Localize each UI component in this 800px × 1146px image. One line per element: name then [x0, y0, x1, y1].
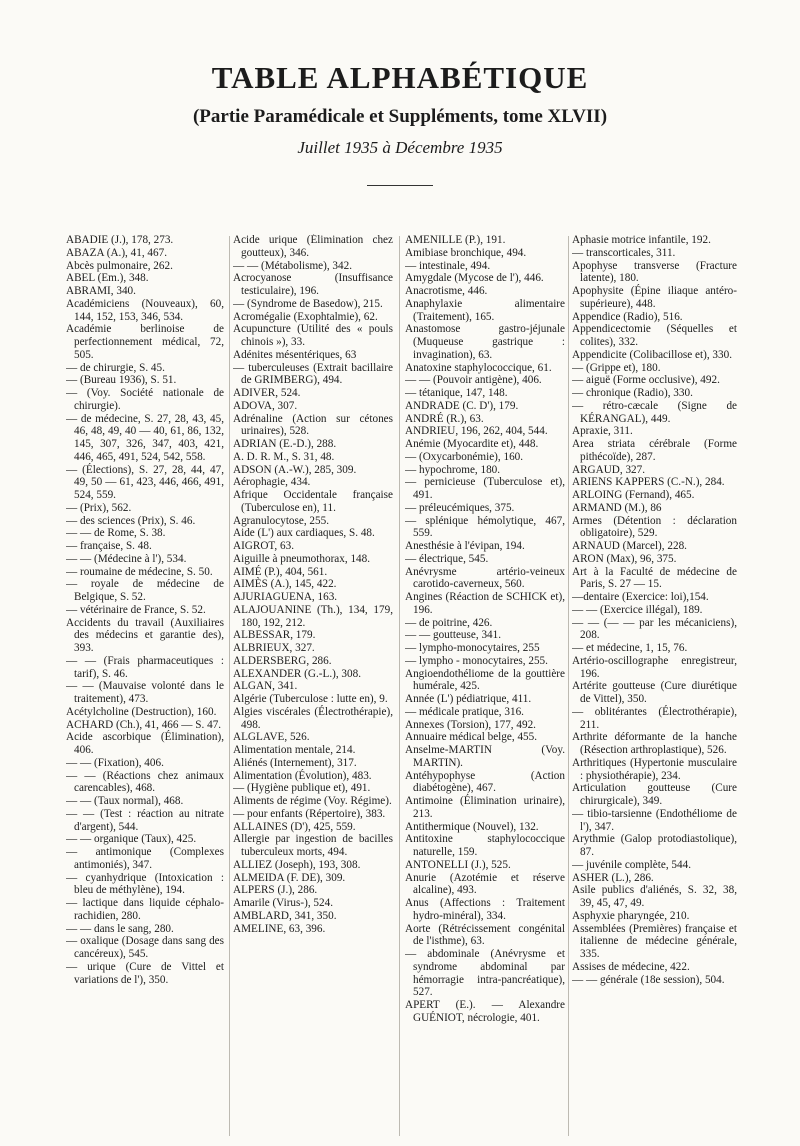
index-entry: Acromégalie (Exophtalmie), 62. — [233, 310, 378, 323]
index-entry: — lympho - monocytaires, 255. — [405, 654, 548, 667]
index-entry: Asile publics d'aliénés, S. 32, 38, 39, 45, 47, 49. — [572, 884, 737, 909]
index-entry: — hypochrome, 180. — [405, 463, 501, 476]
index-entry: Appendice (Radio), 516. — [572, 310, 683, 323]
index-entry: Antimoine (Élimination urinaire), 213. — [405, 795, 565, 820]
index-entry: — lactique dans liquide céphalo-rachidien, 280. — [66, 897, 224, 922]
index-entry: — — (Mauvaise volonté dans le traitement), 473. — [66, 680, 224, 705]
page-title: TABLE ALPHABÉTIQUE — [211, 60, 589, 95]
index-entry: — médicale pratique, 316. — [405, 705, 524, 718]
index-entry: Algies viscérales (Électrothérapie), 498. — [233, 705, 393, 731]
index-entry: Artérite goutteuse (Cure diurétique de Vittel), 350. — [572, 680, 737, 705]
index-entry: — oxalique (Dosage dans sang des cancéreux), 545. — [66, 935, 224, 960]
index-entry: — (Oxycarbonémie), 160. — [405, 450, 524, 463]
index-column-2 — [233, 234, 393, 1134]
index-entry: Amarile (Virus-), 524. — [233, 897, 333, 909]
index-entry: — intestinale, 494. — [405, 259, 491, 272]
index-entry: — — goutteuse, 341. — [405, 629, 502, 642]
index-entry: — roumaine de médecine, S. 50. — [66, 565, 213, 578]
index-entry: AIGROT, 63. — [233, 540, 295, 552]
index-entry: — — (Frais pharmaceutiques : tarif), S. 46. — [66, 654, 224, 680]
index-entry: AMBLARD, 341, 350. — [233, 909, 337, 922]
index-entry: Agranulocytose, 255. — [233, 514, 330, 527]
index-entry: ANDRIEU, 196, 262, 404, 544. — [405, 425, 548, 438]
index-entry: Assises de médecine, 422. — [572, 960, 690, 973]
index-entry: APERT (E.). — Alexandre GUÉNIOT, nécrologie, 401. — [405, 999, 565, 1024]
index-entry: Articulation goutteuse (Cure chirurgicale), 349. — [572, 782, 737, 807]
index-entry: — lympho-monocytaires, 255 — [405, 642, 540, 654]
index-entry: —dentaire (Exercice: loi),154. — [572, 591, 709, 603]
index-entry: Appendicectomie (Séquelles et colites), 332. — [572, 323, 737, 348]
index-entry: Anurie (Azotémie et réserve alcaline), 493. — [405, 871, 565, 897]
index-entry: — (Grippe et), 180. — [572, 361, 661, 374]
index-entry: ARNAUD (Marcel), 228. — [572, 540, 687, 552]
index-entry: — de chirurgie, S. 45. — [66, 361, 165, 374]
index-entry: Amibiase bronchique, 494. — [405, 246, 527, 259]
index-entry: — tuberculeuses (Extrait bacillaire de GRIMBERG), 494. — [233, 361, 393, 387]
index-entry: Académie berlinoise de perfectionnement médical, 72, 505. — [66, 323, 224, 361]
page-subtitle: (Partie Paramédicale et Suppléments, tome XLVII) — [192, 106, 608, 127]
index-entry: ALPERS (J.), 286. — [233, 884, 318, 897]
index-entry: Anus (Affections : Traitement hydro-minéral), 334. — [405, 897, 565, 922]
index-entry: Abcès pulmonaire, 262. — [66, 259, 173, 272]
index-entry: — (Prix), 562. — [66, 501, 132, 514]
index-entry: ADSON (A.-W.), 285, 309. — [233, 463, 357, 476]
index-entry: Apophyse transverse (Fracture latente), 180. — [572, 259, 737, 285]
index-entry: Antéhypophyse (Action diabétogène), 467. — [405, 769, 565, 795]
index-entry: — juvénile complète, 544. — [572, 858, 691, 871]
index-entry: ARON (Max), 96, 375. — [572, 552, 677, 565]
index-entry: ALBRIEUX, 327. — [233, 642, 315, 654]
index-entry: ALGAN, 341. — [233, 680, 298, 693]
index-entry: — — (Métabolisme), 342. — [233, 259, 353, 272]
index-entry: Anatoxine staphylococcique, 61. — [405, 361, 552, 374]
index-entry: — — (— — par les mécaniciens), 208. — [572, 616, 737, 642]
index-entry: — — (Réactions chez animaux carencables), 468. — [66, 769, 224, 795]
index-entry: ANTONELLI (J.), 525. — [405, 858, 511, 871]
index-columns — [0, 234, 800, 1134]
index-entry: — tétanique, 147, 148. — [405, 387, 508, 399]
index-entry: ALMEIDA (F. DE), 309. — [233, 871, 346, 884]
index-entry: Année (L') pédiatrique, 411. — [405, 693, 532, 705]
index-entry: Allergie par ingestion de bacilles tuberculeux morts, 494. — [233, 833, 393, 858]
index-entry: Assemblées (Premières) française et italienne de médecine générale, 335. — [572, 922, 737, 960]
index-entry: Alimentation (Évolution), 483. — [233, 769, 372, 782]
index-entry: Anaphylaxie alimentaire (Traitement), 165. — [405, 297, 565, 323]
index-entry: — et médecine, 1, 15, 76. — [572, 642, 688, 654]
index-entry: — (Élections), S. 27, 28, 44, 47, 49, 50 — 61, 423, 446, 466, 491, 524, 559. — [66, 463, 224, 501]
index-entry: AIMÉ (P.), 404, 561. — [233, 565, 328, 578]
index-entry: — vétérinaire de France, S. 52. — [66, 603, 206, 616]
index-entry: — — (Exercice illégal), 189. — [572, 603, 703, 616]
index-entry: — — (Pouvoir antigène), 406. — [405, 374, 542, 387]
index-entry: Aphasie motrice infantile, 192. — [572, 234, 711, 246]
index-entry: Artério-oscillographe enregistreur, 196. — [572, 654, 737, 680]
index-entry: Adrénaline (Action sur cétones urinaires), 528. — [233, 412, 393, 438]
index-entry: ASHER (L.), 286. — [572, 871, 654, 884]
index-entry: Acrocyanose (Insuffisance testiculaire), 196. — [233, 272, 393, 297]
index-entry: — (Hygiène publique et), 491. — [233, 782, 371, 795]
index-entry: A. D. R. M., S. 31, 48. — [233, 450, 335, 463]
index-entry: AIMÈS (A.), 145, 422. — [233, 578, 337, 591]
index-entry: Anacrotisme, 446. — [405, 285, 488, 297]
index-entry: — — de Rome, S. 38. — [66, 527, 166, 540]
index-entry: Adénites mésentériques, 63 — [233, 348, 357, 361]
index-entry: — — (Fixation), 406. — [66, 756, 164, 769]
index-entry: — chronique (Radio), 330. — [572, 387, 693, 399]
index-entry: Antithermique (Nouvel), 132. — [405, 820, 539, 833]
index-entry: AMENILLE (P.), 191. — [405, 234, 506, 246]
index-entry: Angioendothéliome de la gouttière humérale, 425. — [405, 667, 565, 693]
index-entry: Aorte (Rétrécissement congénital de l'isthme), 63. — [405, 922, 565, 948]
index-entry: ADIVER, 524. — [233, 387, 301, 399]
index-entry: — des sciences (Prix), S. 46. — [66, 514, 196, 527]
index-entry: Arthrite déformante de la hanche (Résection arthroplastique), 526. — [572, 731, 737, 756]
index-entry: Antitoxine staphylococcique naturelle, 159. — [405, 833, 565, 858]
index-entry: — royale de médecine de Belgique, S. 52. — [66, 578, 224, 603]
index-entry: — — (Médecine à l'), 534. — [66, 552, 187, 565]
index-entry: Afrique Occidentale française (Tuberculose en), 11. — [233, 489, 393, 514]
index-entry: — abdominale (Anévrysme et syndrome abdominal par hémorragie intra-pancréatique), 527. — [405, 948, 565, 999]
index-entry: — splénique hémolytique, 467, 559. — [405, 514, 565, 540]
index-entry: ARMAND (M.), 86 — [572, 501, 662, 514]
index-entry: — pernicieuse (Tuberculose et), 491. — [405, 476, 565, 501]
index-entry: ALLIEZ (Joseph), 193, 308. — [233, 858, 361, 871]
index-entry: Apraxie, 311. — [572, 425, 633, 438]
index-entry: Aiguille à pneumothorax, 148. — [233, 552, 371, 565]
index-entry: ANDRADE (C. D'), 179. — [405, 399, 519, 412]
index-entry: — — générale (18e session), 504. — [572, 973, 725, 986]
index-entry: ALBESSAR, 179. — [233, 629, 316, 642]
index-entry: — française, S. 48. — [66, 540, 152, 552]
index-entry: Art à la Faculté de médecine de Paris, S. 27 — 15. — [572, 565, 737, 591]
index-entry: ANDRÉ (R.), 63. — [405, 412, 484, 425]
index-entry: Aérophagie, 434. — [233, 476, 311, 489]
index-entry: Amygdale (Mycose de l'), 446. — [405, 272, 544, 285]
index-entry: AJURIAGUENA, 163. — [233, 591, 338, 603]
index-entry: — aiguë (Forme occlusive), 492. — [572, 374, 720, 387]
index-entry: Acide ascorbique (Élimination), 406. — [66, 731, 224, 756]
index-entry: — cyanhydrique (Intoxication : bleu de méthylène), 194. — [66, 871, 224, 897]
index-column-1 — [66, 234, 224, 1134]
index-entry: Arthritiques (Hypertonie musculaire : physiothérapie), 234. — [572, 756, 737, 782]
index-entry: Anselme-MARTIN (Voy. MARTIN). — [405, 744, 565, 769]
index-entry: Anastomose gastro-jéjunale (Muqueuse gastrique : invagination), 63. — [405, 323, 565, 361]
date-range: Juillet 1935 à Décembre 1935 — [297, 138, 503, 157]
index-entry: Anévrysme artério-veineux carotido-caverneux, 560. — [405, 565, 565, 591]
index-entry: ADOVA, 307. — [233, 399, 298, 412]
index-entry: Appendicite (Colibacillose et), 330. — [572, 348, 733, 361]
index-entry: ABEL (Em.), 348. — [66, 272, 149, 285]
index-entry: — — (Taux normal), 468. — [66, 795, 184, 807]
index-entry: Area striata cérébrale (Forme pithécoïde), 287. — [572, 438, 737, 463]
index-entry: Acétylcholine (Destruction), 160. — [66, 705, 217, 718]
index-entry: Arythmie (Galop protodiastolique), 87. — [572, 833, 737, 858]
index-entry: — oblitérantes (Électrothérapie), 211. — [572, 705, 737, 731]
index-entry: ACHARD (Ch.), 41, 466 — S. 47. — [66, 718, 222, 731]
index-entry: Algérie (Tuberculose : lutte en), 9. — [233, 693, 388, 705]
title-rule — [367, 185, 433, 186]
index-entry: Acupuncture (Utilité des « pouls chinois »), 33. — [233, 323, 393, 348]
index-entry: — préleucémiques, 375. — [405, 501, 515, 514]
index-entry: Annuaire médical belge, 455. — [405, 731, 538, 744]
column-divider — [399, 236, 400, 1136]
index-entry: — — organique (Taux), 425. — [66, 833, 197, 846]
index-entry: Angines (Réaction de SCHICK et), 196. — [405, 591, 565, 616]
index-entry: ALAJOUANINE (Th.), 134, 179, 180, 192, 212. — [233, 603, 393, 629]
index-entry: Anémie (Myocardite et), 448. — [405, 438, 539, 450]
index-entry: ABADIE (J.), 178, 273. — [66, 234, 174, 246]
index-entry: ALLAINES (D'), 425, 559. — [233, 820, 356, 833]
index-entry: Accidents du travail (Auxiliaires des médecins et garantie des), 393. — [66, 616, 224, 654]
index-column-3 — [405, 234, 565, 1134]
index-entry: — — (Test : réaction au nitrate d'argent), 544. — [66, 807, 224, 833]
index-entry: Aliénés (Internement), 317. — [233, 756, 357, 769]
index-entry: ARLOING (Fernand), 465. — [572, 489, 695, 501]
index-column-4 — [572, 234, 737, 1134]
index-entry: Aide (L') aux cardiaques, S. 48. — [233, 527, 375, 540]
index-entry: Asphyxie pharyngée, 210. — [572, 909, 690, 922]
index-entry: — (Voy. Société nationale de chirurgie). — [66, 387, 224, 412]
index-entry: Annexes (Torsion), 177, 492. — [405, 718, 536, 731]
index-entry: Alimentation mentale, 214. — [233, 744, 356, 756]
index-entry: — (Syndrome de Basedow), 215. — [233, 297, 383, 310]
index-entry: ALGLAVE, 526. — [233, 731, 310, 744]
index-entry: — de poitrine, 426. — [405, 616, 493, 629]
index-entry: ABRAMI, 340. — [66, 285, 136, 297]
index-entry: ABAZA (A.), 41, 467. — [66, 246, 167, 259]
index-entry: — transcorticales, 311. — [572, 246, 676, 259]
index-entry: Apophysite (Épine iliaque antéro-supérieure), 448. — [572, 285, 737, 310]
index-entry: — pour enfants (Répertoire), 383. — [233, 807, 386, 820]
index-entry: — tibio-tarsienne (Endothéliome de l'), 347. — [572, 807, 737, 833]
index-entry: Aliments de régime (Voy. Régime). — [233, 795, 392, 807]
index-entry: Académiciens (Nouveaux), 60, 144, 152, 153, 346, 534. — [66, 297, 224, 323]
index-entry: — électrique, 545. — [405, 552, 489, 565]
index-entry: ARGAUD, 327. — [572, 463, 646, 476]
index-entry: AMELINE, 63, 396. — [233, 922, 326, 935]
index-entry: — rétro-cæcale (Signe de KÉRANGAL), 449. — [572, 399, 737, 425]
index-entry: — (Bureau 1936), S. 51. — [66, 374, 177, 387]
index-entry: Armes (Détention : déclaration obligatoire), 529. — [572, 514, 737, 540]
column-divider — [229, 236, 230, 1136]
column-divider — [568, 236, 569, 1136]
index-entry: Acide urique (Élimination chez goutteux), 346. — [233, 234, 393, 259]
index-entry: ALEXANDER (G.-L.), 308. — [233, 667, 362, 680]
index-entry: Anesthésie à l'évipan, 194. — [405, 540, 525, 552]
page-header — [0, 60, 800, 186]
index-entry: ADRIAN (E.-D.), 288. — [233, 438, 337, 450]
index-entry: — — dans le sang, 280. — [66, 922, 174, 935]
index-entry: — de médecine, S. 27, 28, 43, 45, 46, 48, 49, 40 — 40, 61, 86, 132, 145, 307, 326, 347, 403, 421, 446, 465, 491, 524, 542, 558. — [66, 412, 224, 463]
index-entry: — antimonique (Complexes antimoniés), 347. — [66, 846, 224, 871]
index-entry: ARIENS KAPPERS (C.-N.), 284. — [572, 476, 725, 489]
index-entry: — urique (Cure de Vittel et variations de l'), 350. — [66, 960, 224, 986]
index-entry: ALDERSBERG, 286. — [233, 654, 332, 667]
